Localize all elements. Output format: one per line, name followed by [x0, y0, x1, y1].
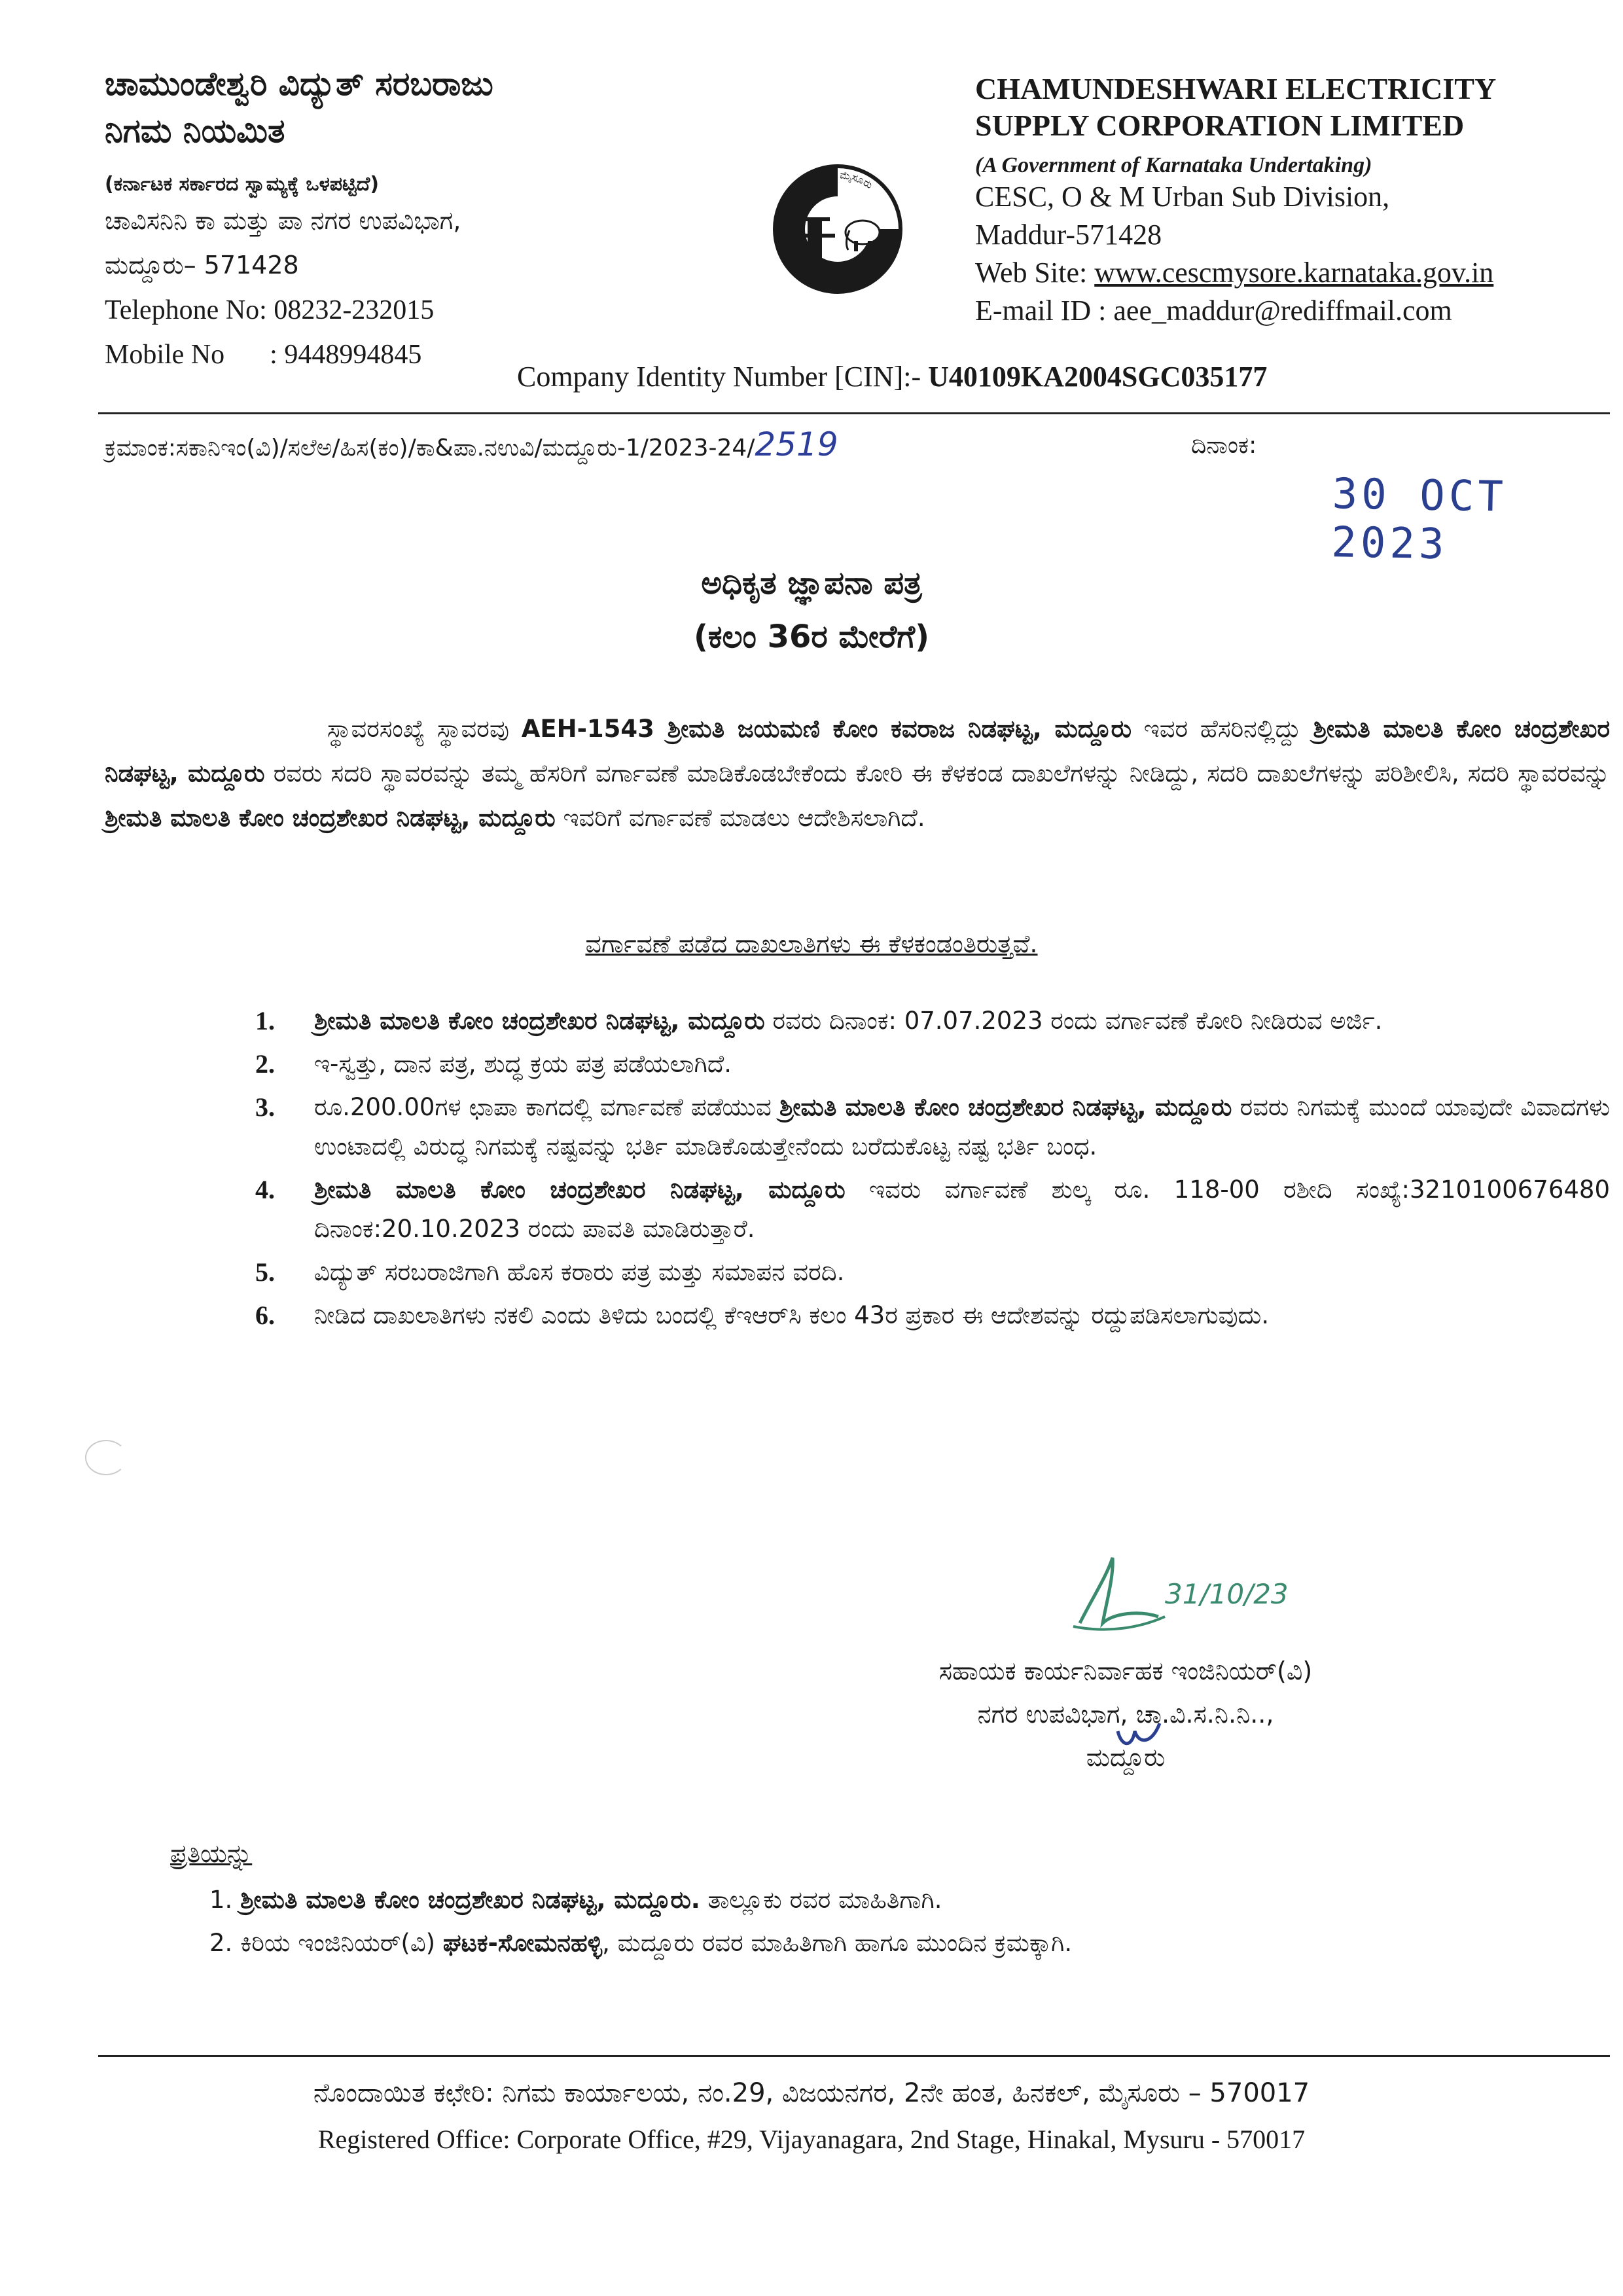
logo-bottom-text: C.E.S.C. MYSO — [800, 251, 895, 295]
memo-title-line1: ಅಧಿಕೃತ ಜ್ಞಾಪನಾ ಪತ್ರ — [701, 565, 922, 601]
body-bold-1: AEH-1543 ಶ್ರೀಮತಿ ಜಯಮಣಿ ಕೋಂ ಕವರಾಜ ನಿಡಘಟ್ಟ, ಮದ್ದೂರು — [521, 715, 1132, 743]
website-line — [975, 254, 1603, 292]
documents-heading-text: ವರ್ಗಾವಣೆ ಪಡೆದ ದಾಖಲಾತಿಗಳು ಈ ಕೆಳಕಂಡಂತಿರುತ್ತವೆ. — [585, 929, 1038, 958]
copy-item-number: 1. — [209, 1886, 233, 1914]
cesc-logo — [753, 144, 923, 314]
place-kannada: ಮದ್ದೂರು– 571428 — [105, 251, 299, 279]
list-item-text: ರವರು ನಿಗಮಕ್ಕೆ ಮುಂದೆ ಯಾವುದೇ ವಿವಾದಗಳು ಉಂಟಾದಲ್ಲಿ ವಿರುದ್ಧ ನಿಗಮಕ್ಕೆ ನಷ್ಟವನ್ನು ಭರ್ತಿ ಮಾಡಿಕೊಡುತ್ತೇನೆಂದು ಬರೆದುಕೊಟ್ಟ ನಷ್ಟ ಭರ್ತಿ ಬಂಧ. — [314, 1093, 1610, 1160]
date-label: ದಿನಾಂಕ: — [1191, 432, 1257, 459]
signature-icon — [1067, 1551, 1289, 1643]
org-name-kannada-line1: ಚಾಮುಂಡೇಶ್ವರಿ ವಿದ್ಯುತ್ ಸರಬರಾಜು — [105, 65, 493, 103]
body-paragraph — [105, 707, 1610, 840]
list-item-number: 3. — [255, 1092, 275, 1122]
body-bold-2: ಶ್ರೀಮತಿ ಮಾಲತಿ ಕೋಂ ಚಂದ್ರಶೇಖರ ನಿಡಘಟ್ಟ, ಮದ್ದೂರು — [105, 715, 1611, 787]
cin-number: U40109KA2004SGC035177 — [928, 361, 1268, 393]
list-item-number: 1. — [255, 1006, 275, 1035]
signature-block — [831, 1649, 1420, 1779]
copy-item — [209, 1878, 1584, 1922]
punch-hole-mark — [85, 1440, 127, 1475]
initial-icon — [1113, 1718, 1165, 1751]
footer-kannada: ನೊಂದಾಯಿತ ಕಛೇರಿ: ನಿಗಮ ಕಾರ್ಯಾಲಯ, ನಂ.29, ವಿಜಯನಗರ, 2ನೇ ಹಂತ, ಹಿನಕಲ್, ಮೈಸೂರು – 570017 — [313, 2078, 1310, 2108]
list-item-text: ಇವರು ವರ್ಗಾವಣೆ ಶುಲ್ಕ ರೂ. 118-00 ರಶೀದಿ ಸಂಖ್ಯೆ:3210100676480 ದಿನಾಂಕ:20.10.2023 ರಂದು ಪಾವತಿ ಮಾಡಿರುತ್ತಾರೆ. — [314, 1175, 1610, 1243]
body-bold-3: ಶ್ರೀಮತಿ ಮಾಲತಿ ಕೋಂ ಚಂದ್ರಶೇಖರ ನಿಡಘಟ್ಟ, ಮದ್ದೂರು — [105, 804, 556, 832]
header-right — [975, 71, 1603, 330]
reference-number: 2519 — [755, 425, 838, 463]
list-item-text: ಇ-ಸ್ವತ್ತು, ದಾನ ಪತ್ರ, ಶುದ್ಧ ಕ್ರಯ ಪತ್ರ ಪಡೆಯಲಾಗಿದೆ. — [314, 1050, 732, 1078]
signatory-designation: ಸಹಾಯಕ ಕಾರ್ಯನಿರ್ವಾಹಕ ಇಂಜಿನಿಯರ್(ವಿ) — [938, 1657, 1313, 1685]
footer-divider — [98, 2055, 1610, 2057]
copies-list — [209, 1878, 1584, 1965]
copy-item-bold: ಘಟಕ-ಸೋಮನಹಳ್ಳಿ — [442, 1929, 603, 1957]
list-item — [255, 1088, 1610, 1166]
mobile-label: Mobile No — [105, 340, 225, 370]
org-name-english-line2: SUPPLY CORPORATION LIMITED — [975, 109, 1465, 142]
gov-undertaking-english: (A Government of Karnataka Undertaking) — [975, 153, 1372, 177]
body-text-2: ಇವರ ಹೆಸರಿನಲ್ಲಿದ್ದು — [1132, 715, 1313, 743]
memo-title-line2: (ಕಲಂ 36ರ ಮೇರೆಗೆ) — [693, 619, 930, 655]
org-name-kannada-line2: ನಿಗಮ ನಿಯಮಿತ — [105, 112, 285, 150]
reference-line — [105, 425, 838, 463]
memo-title — [0, 556, 1623, 664]
body-text-4: ಇವರಿಗೆ ವರ್ಗಾವಣೆ ಮಾಡಲು ಆದೇಶಿಸಲಾಗಿದೆ. — [555, 804, 925, 832]
list-item-text: ರವರು ದಿನಾಂಕ: 07.07.2023 ರಂದು ವರ್ಗಾವಣೆ ಕೋರಿ ನೀಡಿರುವ ಅರ್ಜಿ. — [764, 1007, 1383, 1035]
list-item-bold: ಶ್ರೀಮತಿ ಮಾಲತಿ ಕೋಂ ಚಂದ್ರಶೇಖರ ನಿಡಘಟ್ಟ, ಮದ್ದೂರು — [779, 1093, 1232, 1121]
list-item-number: 6. — [255, 1300, 275, 1330]
documents-heading — [0, 929, 1623, 959]
signature — [1067, 1551, 1289, 1643]
list-item — [255, 1296, 1610, 1335]
cin-line — [517, 360, 1267, 393]
copy-item-text: ಕಿರಿಯ ಇಂಜಿನಿಯರ್(ವಿ) — [240, 1929, 443, 1957]
list-item — [255, 1170, 1610, 1249]
website-link[interactable]: www.cescmysore.karnataka.gov.in — [1094, 257, 1494, 289]
signatory-office: ನಗರ ಉಪವಿಭಾಗ, ಚಾ.ವಿ.ಸ.ನಿ.ನಿ.., — [977, 1700, 1274, 1729]
cin-label: Company Identity Number [CIN]:- — [517, 361, 921, 393]
header-divider — [98, 412, 1610, 414]
mobile-number: : 9448994845 — [270, 340, 422, 370]
place-english: Maddur-571428 — [975, 219, 1162, 251]
signatory-place: ಮದ್ದೂರು — [1086, 1743, 1166, 1772]
website-label: Web Site: — [975, 257, 1088, 289]
email-line: E-mail ID : aee_maddur@rediffmail.com — [975, 295, 1452, 327]
list-item-text: ನೀಡಿದ ದಾಖಲಾತಿಗಳು ನಕಲಿ ಎಂದು ತಿಳಿದು ಬಂದಲ್ಲಿ ಕೆಇಆರ್‌ಸಿ ಕಲಂ 43ರ ಪ್ರಕಾರ ಈ ಆದೇಶವನ್ನು ರದ್ದುಪಡಿಸಲಾಗುವುದು. — [314, 1301, 1270, 1329]
list-item-text: ವಿದ್ಯುತ್ ಸರಬರಾಜಿಗಾಗಿ ಹೊಸ ಕರಾರು ಪತ್ರ ಮತ್ತು ಸಮಾಪನ ವರದಿ. — [314, 1258, 845, 1286]
copy-item-text: ತಾಲ್ಲೂಕು ರವರ ಮಾಹಿತಿಗಾಗಿ. — [700, 1886, 942, 1914]
list-item-number: 2. — [255, 1049, 275, 1079]
initial-mark — [1113, 1718, 1165, 1751]
gov-undertaking-kannada: (ಕರ್ನಾಟಕ ಸರ್ಕಾರದ ಸ್ವಾಮ್ಯಕ್ಕೆ ಒಳಪಟ್ಟಿದೆ) — [105, 173, 380, 196]
body-text-3: ರವರು ಸದರಿ ಸ್ಥಾವರವನ್ನು ತಮ್ಮ ಹೆಸರಿಗೆ ವರ್ಗಾವಣೆ ಮಾಡಿಕೊಡಬೇಕೆಂದು ಕೋರಿ ಈ ಕೆಳಕಂಡ ದಾಖಲೆಗಳನ್ನು ನೀಡಿದ್ದು, ಸದರಿ ದಾಖಲೆಗಳನ್ನು ಪರಿಶೀಲಿಸಿ, ಸದರಿ ಸ್ಥಾವರವನ್ನು — [264, 759, 1610, 787]
reference-text: ಕ್ರಮಾಂಕ:ಸಕಾನಿಇಂ(ವಿ)/ಸಲೆಅ/ಹಿಸ(ಕಂ)/ಕಾ&ಪಾ.ನಉವಿ/ಮದ್ದೂರು-1/2023-24/ — [105, 435, 755, 461]
copy-item-text: , ಮದ್ದೂರು ರವರ ಮಾಹಿತಿಗಾಗಿ ಹಾಗೂ ಮುಂದಿನ ಕ್ರಮಕ್ಕಾಗಿ. — [602, 1929, 1073, 1957]
logo-top-text: ಚಾ.ವಿ.ಸ.ನಿ. ಮೈಸೂರು — [791, 168, 876, 198]
list-item-number: 5. — [255, 1257, 275, 1287]
cesc-logo-icon — [753, 144, 923, 314]
documents-list — [255, 1001, 1610, 1339]
body-text-1: ಸ್ಥಾವರಸಂಖ್ಯೆ ಸ್ಥಾವರವು — [327, 715, 522, 743]
copy-item-number: 2. — [209, 1929, 233, 1957]
telephone: Telephone No: 08232-232015 — [105, 295, 435, 325]
footer-english: Registered Office: Corporate Office, #29, Vijayanagara, 2nd Stage, Hinakal, Mysuru - 570017 — [317, 2125, 1306, 2154]
copies-label: ಪ್ರತಿಯನ್ನು — [170, 1839, 253, 1868]
list-item-text: ರೂ.200.00ಗಳ ಛಾಪಾ ಕಾಗದಲ್ಲಿ ವರ್ಗಾವಣೆ ಪಡೆಯುವ — [314, 1093, 779, 1121]
copy-item-bold: ಶ್ರೀಮತಿ ಮಾಲತಿ ಕೋಂ ಚಂದ್ರಶೇಖರ ನಿಡಘಟ್ಟ, ಮದ್ದೂರು. — [240, 1886, 700, 1914]
org-name-english-line1: CHAMUNDESHWARI ELECTRICITY — [975, 72, 1497, 105]
list-item-bold: ಶ್ರೀಮತಿ ಮಾಲತಿ ಕೋಂ ಚಂದ್ರಶೇಖರ ನಿಡಘಟ್ಟ, ಮದ್ದೂರು — [314, 1175, 846, 1204]
office-english: CESC, O & M Urban Sub Division, — [975, 181, 1390, 213]
list-item — [255, 1253, 1610, 1292]
office-kannada: ಚಾವಿಸನಿನಿ ಕಾ ಮತ್ತು ಪಾ ನಗರ ಉಪವಿಭಾಗ, — [105, 206, 461, 235]
header-left — [105, 60, 668, 374]
list-item — [255, 1001, 1610, 1041]
list-item-number: 4. — [255, 1175, 275, 1204]
list-item-bold: ಶ್ರೀಮತಿ ಮಾಲತಿ ಕೋಂ ಚಂದ್ರಶೇಖರ ನಿಡಘಟ್ಟ, ಮದ್ದೂರು — [314, 1007, 765, 1035]
copy-item — [209, 1922, 1584, 1965]
date-stamp: 30 OCT 2023 — [1330, 470, 1508, 569]
list-item — [255, 1045, 1610, 1084]
signature-date: 31/10/23 — [1165, 1578, 1289, 1610]
